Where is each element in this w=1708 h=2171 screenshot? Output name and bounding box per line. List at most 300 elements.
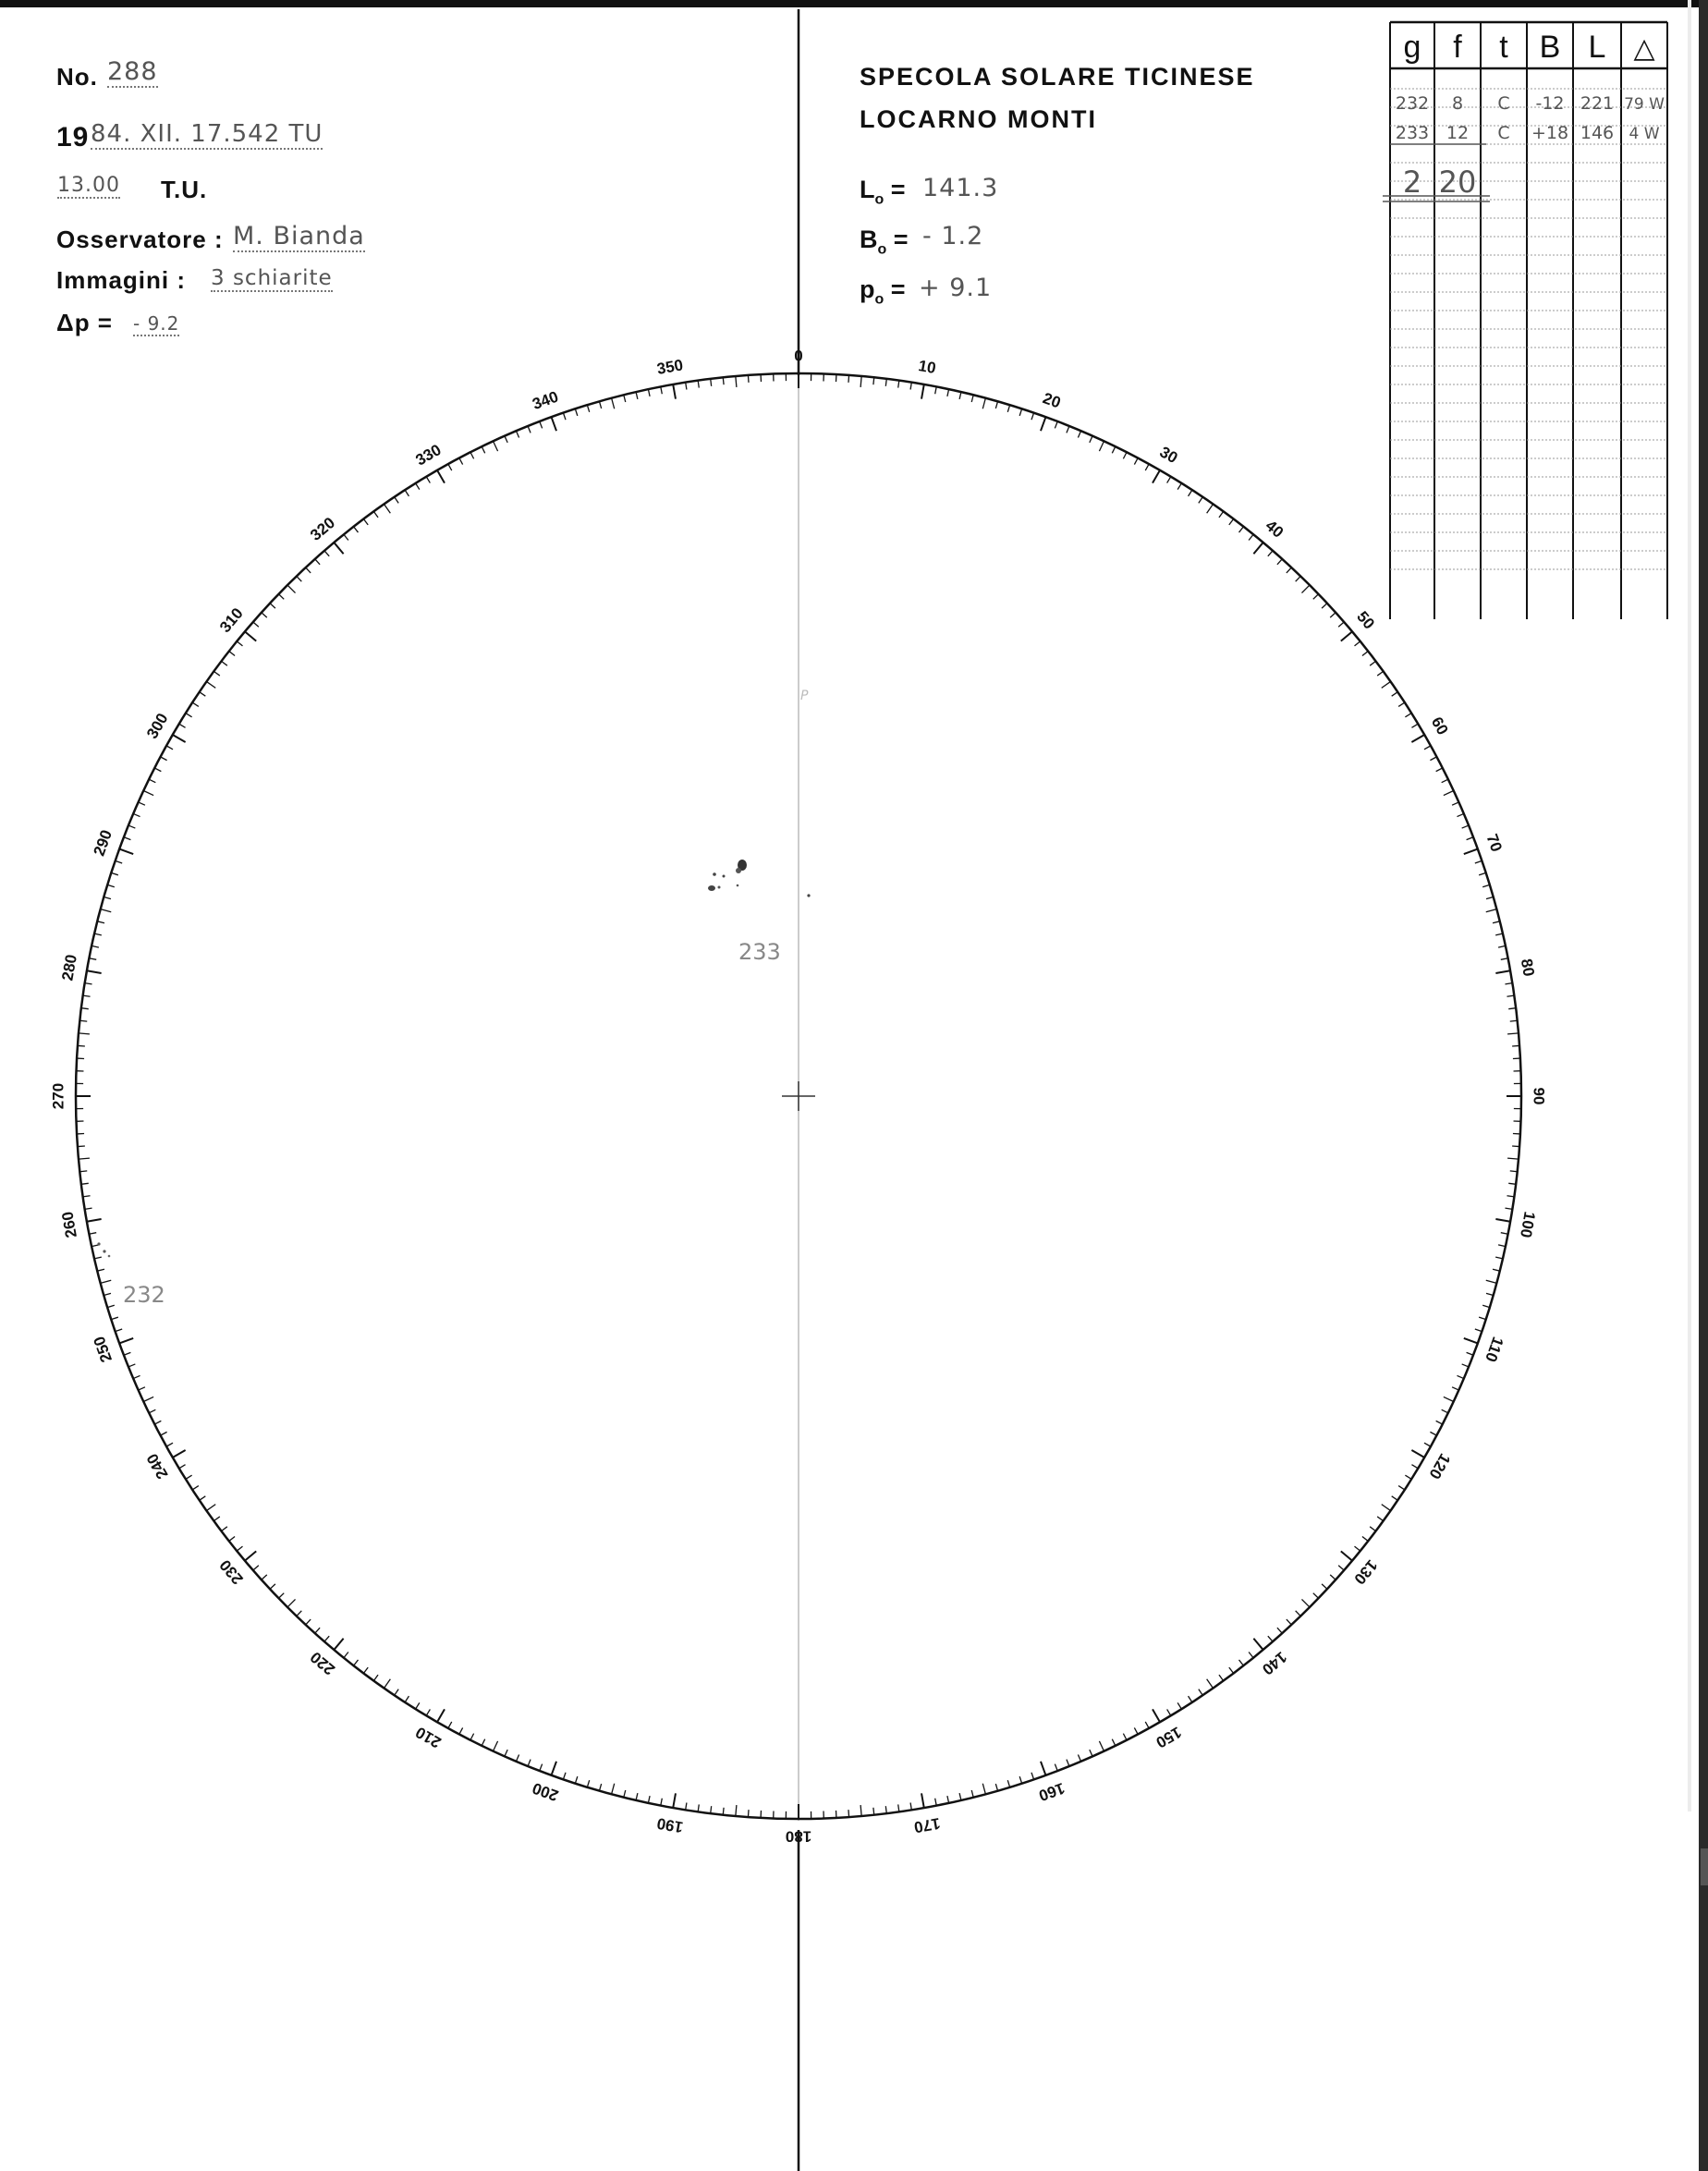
- scale-tick: [1067, 426, 1069, 433]
- scale-tick: [1322, 1584, 1327, 1589]
- scale-tick: [262, 1575, 267, 1579]
- scale-tick: [921, 1793, 924, 1808]
- scale-tick: [686, 1802, 687, 1810]
- scale-tick: [1411, 1465, 1418, 1469]
- sunspot: [713, 872, 716, 876]
- scale-tick: [482, 1739, 485, 1746]
- scale-tick: [426, 477, 430, 483]
- scale-tick: [1495, 1219, 1510, 1222]
- scale-tick: [1452, 1387, 1458, 1390]
- scale-tick: [1153, 1709, 1160, 1722]
- scale-tick: [1153, 470, 1160, 483]
- scale-tick: [599, 1784, 601, 1791]
- scale-tick: [563, 413, 566, 421]
- scale-tick: [1268, 551, 1273, 556]
- scale-tick: [748, 375, 749, 383]
- scale-tick: [87, 970, 102, 973]
- scale-tick: [528, 1760, 531, 1766]
- scale-tick: [1134, 458, 1138, 465]
- scale-tick: [1338, 1566, 1344, 1570]
- scale-tick: [324, 1636, 329, 1641]
- scale-label: 80: [1517, 957, 1538, 978]
- scale-tick: [1055, 421, 1057, 428]
- scale-tick: [1189, 490, 1192, 496]
- p0-label: $p_o$ =: [860, 275, 906, 308]
- scale-tick: [306, 567, 311, 573]
- scale-tick: [1301, 585, 1309, 592]
- scale-tick: [1392, 692, 1398, 696]
- scale-tick: [860, 1805, 861, 1816]
- scale-tick: [1277, 559, 1282, 565]
- scale-tick: [1398, 1486, 1405, 1490]
- scale-tick: [1041, 1762, 1045, 1775]
- scale-tick: [959, 1793, 961, 1800]
- scale-tick: [297, 1611, 302, 1616]
- scale-tick: [179, 1465, 186, 1469]
- scale-tick: [133, 813, 140, 816]
- scale-tick: [1199, 497, 1202, 504]
- scale-tick: [1362, 1537, 1368, 1542]
- scale-tick: [1507, 995, 1514, 996]
- scale-tick: [1510, 1171, 1518, 1172]
- scale-tick: [1501, 1233, 1508, 1235]
- scale-tick: [1007, 405, 1009, 412]
- scale-tick: [416, 1702, 420, 1709]
- scale-tick: [995, 401, 997, 409]
- data-table: [1383, 22, 1667, 619]
- scale-tick: [470, 452, 474, 458]
- observatory-location: LOCARNO MONTI: [860, 105, 1097, 133]
- scale-tick: [873, 377, 874, 384]
- scale-tick: [736, 1805, 737, 1816]
- scale-tick: [186, 714, 192, 717]
- scale-tick: [1313, 1593, 1319, 1599]
- scale-label: 180: [785, 1827, 812, 1846]
- scale-tick: [575, 1776, 577, 1784]
- scale-tick: [1134, 1727, 1138, 1734]
- scale-tick: [214, 671, 219, 676]
- scale-label: 340: [530, 387, 561, 414]
- scale-tick: [1479, 872, 1486, 874]
- scale-tick: [143, 1397, 153, 1401]
- scale-tick: [1486, 1293, 1494, 1295]
- images-value: 3 schiarite: [211, 266, 333, 290]
- scale-label: 270: [49, 1082, 67, 1110]
- sunspot-group-232: [97, 1242, 110, 1257]
- sunspot: [103, 1250, 105, 1252]
- scale-tick: [494, 1741, 498, 1751]
- scale-tick: [344, 534, 348, 540]
- delta-p-value: - 9.2: [133, 312, 180, 335]
- scale-tick: [405, 1696, 409, 1702]
- scale-tick: [612, 398, 615, 409]
- scale-tick: [1482, 1305, 1490, 1307]
- number-value: 288: [107, 57, 158, 86]
- sunspot: [737, 884, 739, 887]
- scale-tick: [101, 1280, 112, 1283]
- scale-tick: [79, 1033, 90, 1034]
- scale-tick: [1493, 921, 1500, 923]
- scale-tick: [1486, 1280, 1497, 1283]
- scale-tick: [1355, 641, 1360, 646]
- table-total-groups: 2: [1402, 165, 1422, 200]
- scale-tick: [1167, 477, 1171, 483]
- scale-tick: [384, 504, 390, 513]
- scale-label: 250: [90, 1334, 116, 1365]
- scale-tick: [1239, 1660, 1244, 1665]
- scale-tick: [1099, 1741, 1104, 1751]
- scale-tick: [179, 724, 186, 727]
- scale-tick: [186, 1475, 192, 1479]
- scale-tick: [1355, 1546, 1360, 1551]
- scale-tick: [1495, 970, 1510, 973]
- scale-tick: [79, 1158, 90, 1159]
- scale-tick: [1444, 791, 1454, 796]
- scale-tick: [92, 945, 99, 947]
- scale-tick: [885, 1806, 886, 1813]
- scale-tick: [1313, 594, 1319, 600]
- scale-tick: [79, 1171, 87, 1172]
- table-cell: 79 W: [1624, 95, 1665, 114]
- scale-tick: [971, 1790, 973, 1798]
- scale-tick: [1167, 1709, 1171, 1715]
- scale-tick: [124, 1352, 130, 1355]
- scale-tick: [1078, 1754, 1080, 1761]
- sunspot: [108, 1255, 111, 1258]
- scale-tick: [133, 1375, 140, 1378]
- scale-tick: [1442, 1409, 1448, 1413]
- table-cell: -12: [1535, 93, 1565, 114]
- table-cell: C: [1497, 93, 1510, 114]
- scale-tick: [87, 1219, 102, 1222]
- scale-tick: [1330, 1575, 1336, 1579]
- scale-tick: [1512, 1146, 1519, 1147]
- sunspot: [807, 894, 810, 896]
- table-header-g: g: [1403, 30, 1421, 65]
- scale-tick: [395, 1689, 398, 1696]
- scale-tick: [636, 1793, 638, 1800]
- scale-tick: [278, 594, 284, 600]
- scale-tick: [1370, 1527, 1375, 1531]
- scale-tick: [748, 1810, 749, 1817]
- scale-tick: [334, 543, 343, 554]
- scale-label: 140: [1258, 1648, 1290, 1679]
- scale-tick: [898, 381, 899, 388]
- scale-tick: [1268, 1636, 1273, 1641]
- scale-tick: [921, 384, 924, 399]
- scale-tick: [1436, 1421, 1443, 1424]
- sunspot: [97, 1242, 100, 1245]
- scale-tick: [1424, 746, 1431, 750]
- scale-tick: [124, 837, 130, 840]
- scale-tick: [995, 1784, 997, 1791]
- scale-tick: [214, 1517, 219, 1521]
- scale-tick: [334, 1639, 343, 1650]
- scale-tick: [270, 604, 275, 608]
- scale-tick: [111, 872, 118, 874]
- scale-tick: [516, 431, 518, 437]
- scale-tick: [1482, 884, 1490, 886]
- scale-label: 260: [58, 1210, 80, 1239]
- scale-tick: [563, 1773, 566, 1780]
- scale-tick: [848, 1810, 849, 1817]
- scale-tick: [143, 791, 153, 796]
- scale-label: 230: [215, 1555, 247, 1588]
- table-cell: 12: [1446, 123, 1470, 143]
- scale-label: 330: [412, 440, 445, 470]
- scale-tick: [83, 1196, 91, 1197]
- scale-tick: [1330, 613, 1336, 617]
- scale-tick: [221, 661, 226, 665]
- scale-tick: [459, 1727, 463, 1734]
- scale-tick: [1031, 1773, 1034, 1780]
- scale-tick: [416, 483, 420, 490]
- table-header-l: L: [1588, 30, 1606, 65]
- b0-value: - 1.2: [922, 222, 984, 250]
- scale-label: 290: [90, 827, 116, 859]
- scale-tick: [1508, 1008, 1516, 1009]
- sunspot-group-233: [708, 860, 811, 897]
- scale-tick: [166, 1443, 173, 1446]
- scale-tick: [1495, 1257, 1503, 1259]
- scale-label: 70: [1482, 831, 1506, 855]
- p0-value: + 9.1: [919, 274, 993, 302]
- table-cell: 233: [1395, 123, 1430, 143]
- scale-tick: [1253, 543, 1263, 554]
- scale-tick: [540, 421, 543, 428]
- year-prefix: 19: [56, 122, 90, 152]
- scale-tick: [161, 1432, 167, 1435]
- scale-tick: [1405, 714, 1411, 717]
- scale-tick: [1457, 813, 1463, 816]
- scale-tick: [1370, 661, 1375, 665]
- scale-tick: [624, 395, 626, 402]
- scale-tick: [237, 641, 242, 646]
- scale-tick: [94, 1257, 102, 1259]
- scale-tick: [1464, 1338, 1478, 1343]
- scale-tick: [982, 398, 985, 409]
- scale-tick: [245, 631, 256, 640]
- scale-tick: [245, 1551, 256, 1560]
- scale-tick: [270, 1584, 275, 1589]
- scale-tick: [1479, 1317, 1486, 1319]
- scale-tick: [1467, 837, 1473, 840]
- scale-tick: [661, 1799, 663, 1806]
- table-cell: C: [1497, 123, 1510, 143]
- scale-tick: [1123, 1734, 1127, 1740]
- scale-tick: [459, 458, 463, 465]
- scale-tick: [1486, 896, 1494, 898]
- scale-tick: [437, 470, 445, 483]
- scale-tick: [885, 379, 886, 386]
- scale-tick: [139, 802, 145, 805]
- table-total-spots: 20: [1438, 165, 1477, 200]
- scale-tick: [1041, 417, 1045, 431]
- scale-tick: [482, 446, 485, 453]
- b0-label: $B_o$ =: [860, 226, 909, 258]
- scale-tick: [673, 1793, 676, 1808]
- scale-tick: [154, 1421, 161, 1424]
- scale-tick: [1301, 1599, 1309, 1606]
- scale-tick: [97, 1269, 104, 1271]
- scale-label: 240: [142, 1450, 172, 1482]
- scale-tick: [1507, 1158, 1519, 1159]
- scale-tick: [636, 392, 638, 399]
- scale-tick: [116, 1329, 123, 1332]
- scale-tick: [1510, 1020, 1518, 1021]
- scale-tick: [1341, 1551, 1352, 1560]
- scale-tick: [81, 1183, 89, 1184]
- scale-tick: [1436, 768, 1443, 772]
- scale-tick: [1199, 1689, 1202, 1696]
- scale-tick: [83, 995, 91, 996]
- scale-tick: [711, 379, 712, 386]
- group-label-232: 232: [123, 1282, 165, 1308]
- scale-tick: [373, 511, 378, 517]
- scale-tick: [935, 386, 937, 394]
- scale-tick: [1296, 576, 1301, 581]
- scale-tick: [575, 409, 577, 416]
- scale-tick: [1508, 1183, 1516, 1184]
- scale-tick: [1322, 604, 1327, 608]
- scale-tick: [139, 1387, 145, 1390]
- scale-tick: [1501, 958, 1508, 960]
- scale-label: 100: [1517, 1210, 1539, 1239]
- scale-tick: [154, 768, 161, 772]
- scale-tick: [192, 1486, 199, 1490]
- scale-tick: [107, 1305, 115, 1307]
- scale-label: 90: [1530, 1087, 1548, 1105]
- scale-tick: [1462, 825, 1469, 828]
- scale-tick: [1430, 757, 1436, 761]
- scale-tick: [873, 1808, 874, 1815]
- scale-tick: [1424, 1443, 1431, 1446]
- scale-tick: [505, 436, 507, 443]
- scale-tick: [363, 518, 368, 524]
- scale-tick: [686, 383, 687, 390]
- scale-tick: [1444, 1397, 1454, 1401]
- observatory-name: SPECOLA SOLARE TICINESE: [860, 63, 1255, 91]
- scale-tick: [92, 1245, 99, 1247]
- scale-label: 130: [1350, 1555, 1382, 1588]
- scale-tick: [1277, 1628, 1282, 1633]
- scale-tick: [971, 395, 973, 402]
- group-label-233: 233: [738, 939, 781, 965]
- scale-tick: [1462, 1364, 1469, 1367]
- scale-tick: [1090, 436, 1092, 443]
- scale-tick: [1249, 534, 1253, 540]
- scale-tick: [287, 585, 295, 592]
- table-row-lines: [1390, 89, 1667, 569]
- scale-tick: [1296, 1611, 1301, 1616]
- images-label: Immagini :: [56, 266, 187, 294]
- scale-tick: [552, 417, 556, 431]
- scale-tick: [1442, 779, 1448, 783]
- scale-tick: [648, 389, 650, 396]
- time-value: 13.00: [57, 174, 120, 197]
- scale-tick: [910, 1802, 911, 1810]
- scale-tick: [278, 1593, 284, 1599]
- scale-tick: [648, 1796, 650, 1803]
- scale-tick: [698, 1804, 699, 1811]
- scale-tick: [505, 1750, 507, 1756]
- scale-tick: [1507, 1033, 1519, 1034]
- scale-tick: [1078, 431, 1080, 437]
- delta-p-label: Δp =: [56, 309, 113, 336]
- scale-tick: [363, 1667, 368, 1673]
- scale-tick: [253, 1566, 259, 1570]
- scale-tick: [723, 377, 724, 384]
- scale-tick: [1249, 1653, 1253, 1658]
- scale-tick: [395, 497, 398, 504]
- scale-tick: [97, 921, 104, 923]
- scale-label: 20: [1040, 389, 1064, 412]
- scale-tick: [206, 681, 215, 688]
- scale-tick: [1189, 1696, 1192, 1702]
- scale-tick: [166, 746, 173, 750]
- scale-tick: [1019, 409, 1021, 416]
- scale-tick: [1229, 1667, 1234, 1673]
- scale-tick: [528, 426, 531, 433]
- scale-tick: [104, 896, 111, 898]
- scale-tick: [1239, 527, 1244, 532]
- scale-tick: [161, 757, 167, 761]
- scale-tick: [1207, 1679, 1214, 1689]
- scale-tick: [437, 1709, 445, 1722]
- scale-tick: [1486, 909, 1497, 912]
- scale-tick: [119, 1338, 133, 1343]
- scale-tick: [206, 1505, 215, 1511]
- scale-tick: [1475, 1329, 1482, 1332]
- scale-tick: [1411, 1450, 1424, 1457]
- scale-tick: [1145, 464, 1149, 470]
- scale-tick: [262, 613, 267, 617]
- scale-tick: [1498, 945, 1506, 947]
- scale-tick: [104, 1293, 111, 1295]
- scale-tick: [89, 1233, 96, 1235]
- scale-tick: [89, 958, 96, 960]
- scale-tick: [898, 1804, 899, 1811]
- scale-tick: [1411, 724, 1418, 727]
- table-cell: 4 W: [1629, 125, 1660, 143]
- scale-tick: [373, 1675, 378, 1680]
- scale-tick: [200, 692, 206, 696]
- scale-tick: [673, 384, 676, 399]
- scale-tick: [1177, 483, 1181, 490]
- scale-tick: [947, 1796, 949, 1803]
- scale-tick: [711, 1806, 712, 1813]
- scale-tick: [1377, 1517, 1383, 1521]
- scale-tick: [448, 1722, 452, 1728]
- scale-tick: [192, 702, 199, 706]
- scale-tick: [959, 392, 961, 399]
- table-cell: 146: [1580, 123, 1615, 143]
- scale-label: 150: [1153, 1723, 1185, 1752]
- observer-label: Osservatore :: [56, 226, 224, 253]
- scale-tick: [1112, 446, 1116, 453]
- scale-tick: [173, 735, 186, 742]
- l0-label: $L_o$ =: [860, 176, 906, 208]
- scale-tick: [1464, 849, 1478, 854]
- scale-tick: [1475, 860, 1482, 863]
- scale-tick: [221, 1527, 226, 1531]
- scale-label: 10: [917, 357, 938, 378]
- scale-tick: [1055, 1764, 1057, 1771]
- sunspot: [718, 886, 721, 889]
- scale-tick: [1007, 1780, 1009, 1787]
- scale-tick: [149, 779, 155, 783]
- scale-tick: [1505, 983, 1512, 984]
